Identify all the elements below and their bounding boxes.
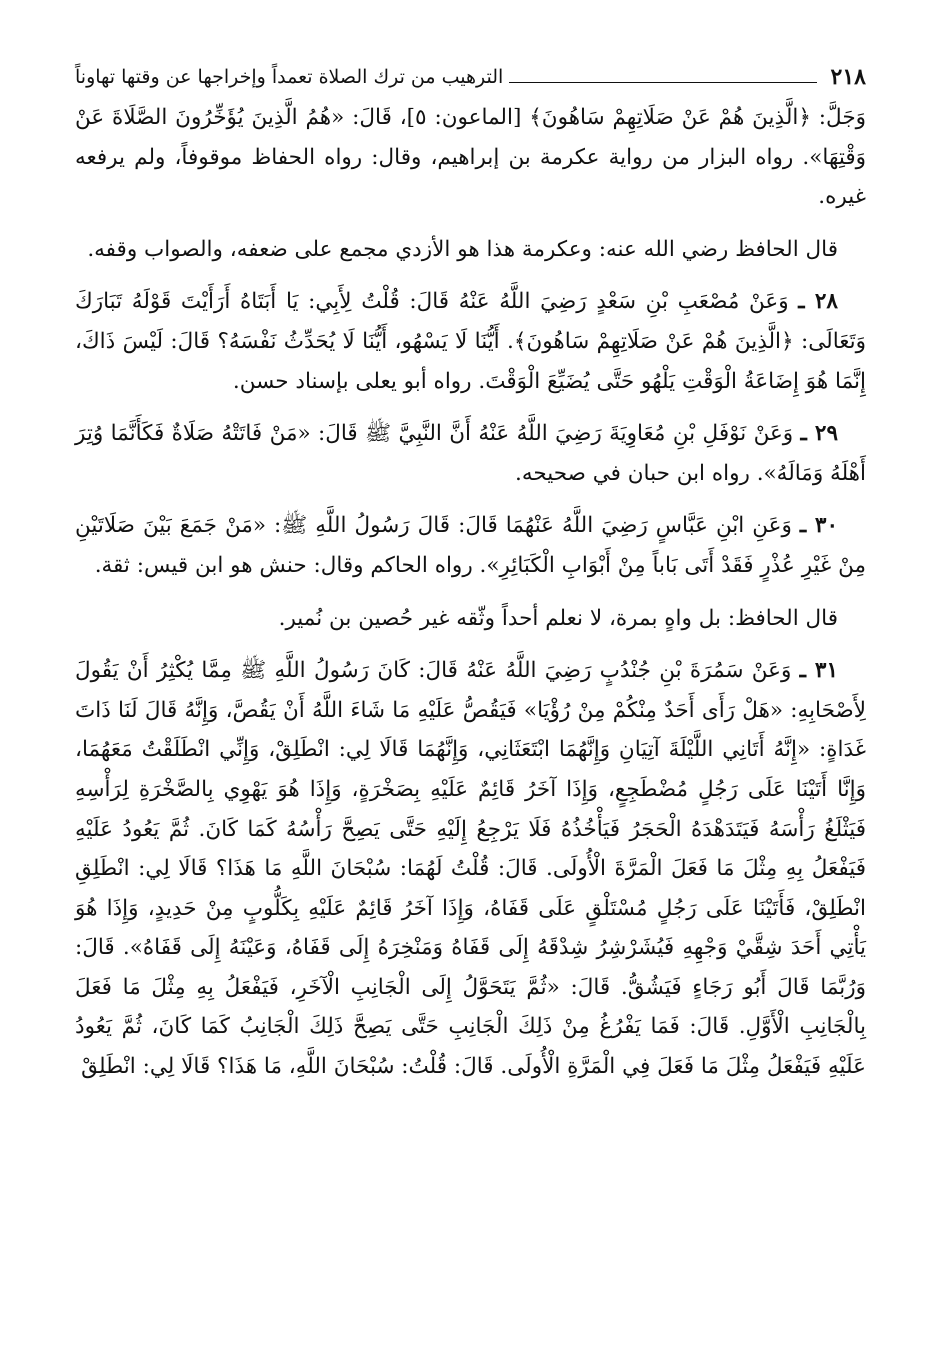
hadith-number: ٣١ ـ <box>799 658 838 684</box>
running-header <box>75 62 866 90</box>
paragraph-text: قال الحافظ رضي الله عنه: وعكرمة هذا هو الأزدي مجمع على ضعفه، والصواب وقفه. <box>87 236 838 262</box>
paragraph-text: قال الحافظ: بل واهٍ بمرة، لا نعلم أحداً وثّقه غير حُصين بن نُمير. <box>278 605 838 631</box>
hadith-30 <box>75 506 866 585</box>
paragraph-commentary <box>75 599 866 639</box>
hadith-31 <box>75 651 866 1087</box>
hadith-29 <box>75 414 866 493</box>
page-number: ٢١٨ <box>830 64 866 90</box>
paragraph-text: وَعَنْ نَوْفَلِ بْنِ مُعَاوِيَةَ رَضِيَ اللَّهُ عَنْهُ أَنَّ النَّبِيَّ ﷺ قَالَ: «مَنْ فَاتَتْهُ صَلَاةٌ فَكَأَنَّمَا وُتِرَ أَهْلَهُ وَمَالَهُ». رواه ابن حبان في صحيحه. <box>75 421 866 486</box>
hadith-number: ٢٨ ـ <box>798 289 838 315</box>
page-body <box>75 98 866 1087</box>
paragraph-text: وَجَلَّ: ﴿الَّذِينَ هُمْ عَنْ صَلَاتِهِمْ سَاهُونَ﴾ [الماعون: ٥]، قَالَ: «هُمُ الَّذِينَ يُؤَخِّرُونَ الصَّلَاةَ عَنْ وَقْتِهَا». رواه البزار من رواية عكرمة بن إبراهيم، وقال: رواه الحفاظ موقوفاً، ولم يرفعه غيره. <box>75 105 867 210</box>
hadith-28 <box>75 282 866 401</box>
paragraph-text: وَعَنِ ابْنِ عَبَّاسٍ رَضِيَ اللَّهُ عَنْهُمَا قَالَ: قَالَ رَسُولُ اللَّهِ ﷺ: «مَنْ جَمَعَ بَيْنَ صَلَاتَيْنِ مِنْ غَيْرِ عُذْرٍ فَقَدْ أَتَى بَاباً مِنْ أَبْوَابِ الْكَبَائِرِ». رواه الحاكم وقال: حنش هو ابن قيس: ثقة. <box>75 513 866 578</box>
paragraph-text: وَعَنْ سَمُرَةَ بْنِ جُنْدُبٍ رَضِيَ اللَّهُ عَنْهُ قَالَ: كَانَ رَسُولُ اللَّهِ ﷺ مِمَّا يُكْثِرُ أَنْ يَقُولَ لِأَصْحَابِهِ: «هَلْ رَأَى أَحَدٌ مِنْكُمْ مِنْ رُؤْيَا» فَيَقُصُّ عَلَيْهِ مَا شَاءَ اللَّهُ أَنْ يَقُصَّ، وَإِنَّهُ قَالَ لَنَا ذَاتَ غَدَاةٍ: «إِنَّهُ أَتَانِي اللَّيْلَةَ آتِيَانِ وَإِنَّهُمَا ابْتَعَثَانِي، وَإِنَّهُمَا قَالَا لِي: انْطَلِقْ، وَإِنِّي انْطَلَقْتُ مَعَهُمَا، وَإِنَّا أَتَيْنَا عَلَى رَجُلٍ مُضْطَجِعٍ، وَإِذَا آخَرُ قَائِمٌ عَلَيْهِ بِصَخْرَةٍ، وَإِذَا هُوَ يَهْوِي بِالصَّخْرَةِ لِرَأْسِهِ فَيَثْلَغُ رَأْسَهُ فَيَتَدَهْدَهُ الْحَجَرُ فَيَأْخُذُهُ فَلَا يَرْجِعُ إِلَيْهِ حَتَّى يَصِحَّ رَأْسُهُ كَمَا كَانَ. ثُمَّ يَعُودُ عَلَيْهِ فَيَفْعَلُ بِهِ مِثْلَ مَا فَعَلَ الْمَرَّةَ الْأُولَى. قَالَ: قُلْتُ لَهُمَا: سُبْحَانَ اللَّهِ مَا هَذَا؟ قَالَا لِي: انْطَلِقِ انْطَلِقْ، فَأَتَيْنَا عَلَى رَجُلٍ مُسْتَلْقٍ عَلَى قَفَاهُ، وَإِذَا آخَرُ قَائِمٌ عَلَيْهِ بِكَلُّوبٍ مِنْ حَدِيدٍ، وَإِذَا هُوَ يَأْتِي أَحَدَ شِقَّيْ وَجْهِهِ فَيُشَرْشِرُ شِدْقَهُ إِلَى قَفَاهُ وَمَنْخِرَهُ إِلَى قَفَاهُ، وَعَيْنَهُ إِلَى قَفَاهُ». قَالَ: وَرُبَّمَا قَالَ أَبُو رَجَاءٍ فَيَشُقُّ. قَالَ: «ثُمَّ يَتَحَوَّلُ إِلَى الْجَانِبِ الْآخَرِ، فَيَفْعَلُ بِهِ مِثْلَ مَا فَعَلَ بِالْجَانِبِ الْأَوَّلِ. قَالَ: فَمَا يَفْرُغُ مِنْ ذَلِكَ الْجَانِبِ حَتَّى يَصِحَّ ذَلِكَ الْجَانِبُ كَمَا كَانَ، ثُمَّ يَعُودُ عَلَيْهِ فَيَفْعَلُ مِثْلَ مَا فَعَلَ فِي الْمَرَّةِ الْأُولَى. قَالَ: قُلْتُ: سُبْحَانَ اللَّهِ، مَا هَذَا؟ قَالَا لِي: انْطَلِقْ <box>75 658 866 1080</box>
chapter-title: الترهيب من ترك الصلاة تعمداً وإخراجها عن وقتها تهاوناً <box>75 66 504 88</box>
hadith-number: ٢٩ ـ <box>800 421 838 447</box>
paragraph-continuation <box>75 98 866 217</box>
header-rule <box>509 82 816 83</box>
paragraph-commentary <box>75 230 866 270</box>
paragraph-text: وَعَنْ مُصْعَبِ بْنِ سَعْدٍ رَضِيَ اللَّهُ عَنْهُ قَالَ: قُلْتُ لِأَبِي: يَا أَبَتَاهُ أَرَأَيْتَ قَوْلَهُ تَبَارَكَ وَتَعَالَى: ﴿الَّذِينَ هُمْ عَنْ صَلَاتِهِمْ سَاهُونَ﴾. أَيُّنَا لَا يَسْهُو، أَيُّنَا لَا يُحَدِّثُ نَفْسَهُ؟ قَالَ: لَيْسَ ذَاكَ، إِنَّمَا هُوَ إِضَاعَةُ الْوَقْتِ يَلْهُو حَتَّى يُضَيِّعَ الْوَقْتَ. رواه أبو يعلى بإسناد حسن. <box>75 289 866 394</box>
hadith-number: ٣٠ ـ <box>799 513 838 539</box>
